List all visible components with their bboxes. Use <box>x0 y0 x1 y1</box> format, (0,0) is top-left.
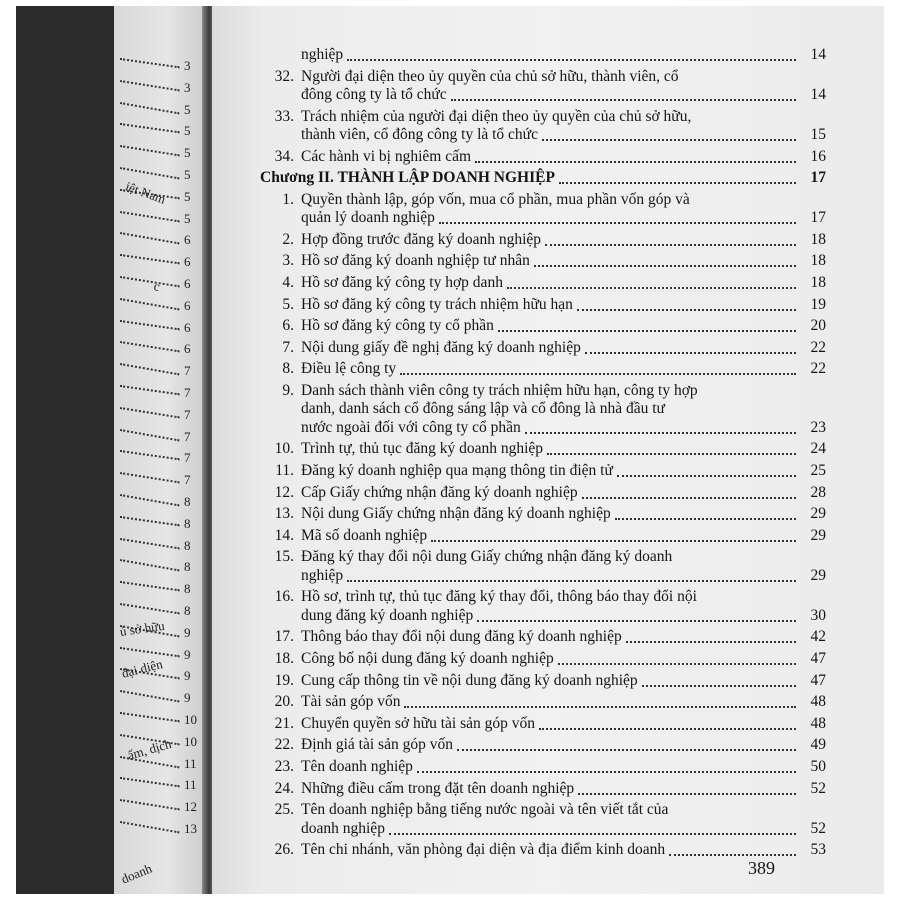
toc-entry-title: Tài sản góp vốn <box>301 693 401 711</box>
toc-page-number: 29 <box>810 505 826 523</box>
toc-entry-number: 32. <box>274 67 294 85</box>
toc-entry[interactable] <box>212 231 884 249</box>
toc-page-number: 47 <box>810 650 826 667</box>
page-number: 389 <box>748 858 775 878</box>
right-page <box>212 6 884 894</box>
toc-entry-title: Mã số doanh nghiệp <box>301 526 428 544</box>
left-page-leader <box>120 647 180 659</box>
toc-entry-title: Tên doanh nghiệp bằng tiếng nước ngoài và tên viết tắt của <box>301 801 669 819</box>
left-page-number: 6 <box>184 297 191 313</box>
left-page-number: 11 <box>184 777 197 793</box>
toc-leader-dots <box>585 350 796 354</box>
toc-entry-number: 1. <box>282 190 294 208</box>
toc-leader-dots <box>578 791 796 795</box>
left-page-leader <box>120 538 180 551</box>
left-page-leader <box>120 690 180 704</box>
toc-entry-number: 2. <box>282 230 294 248</box>
toc-entry[interactable] <box>212 252 884 270</box>
toc-leader-dots <box>534 263 796 267</box>
left-page-leader <box>120 320 180 332</box>
toc-entry[interactable] <box>212 274 884 292</box>
toc-entry-title: Thông báo thay đổi nội dung đăng ký doanh nghiệp <box>301 628 622 646</box>
toc-entry[interactable] <box>212 484 884 502</box>
toc-entry-number: 26. <box>274 841 294 859</box>
toc-entry[interactable] <box>212 548 884 585</box>
toc-entry-title: Hợp đồng trước đăng ký doanh nghiệp <box>301 230 542 248</box>
left-page-number: 6 <box>184 341 191 357</box>
left-page-leader <box>120 516 180 528</box>
toc-entry-title: nghiệp <box>301 566 344 584</box>
toc-entry-title: Tên doanh nghiệp <box>301 758 413 775</box>
toc-entry-number: 7. <box>282 338 294 356</box>
toc-entry-number: 4. <box>282 274 294 291</box>
toc-entry-title: Hồ sơ đăng ký công ty cổ phần <box>301 317 494 335</box>
toc-entry-number: 9. <box>282 382 294 399</box>
toc-entry[interactable] <box>212 801 884 838</box>
toc-leader-dots <box>451 97 796 101</box>
left-page-number: 6 <box>184 232 191 248</box>
toc-leader-dots <box>539 726 796 730</box>
left-page-leader <box>120 232 180 246</box>
toc-leader-dots <box>582 495 796 499</box>
left-page-number: 6 <box>184 276 191 291</box>
left-page-leader <box>120 298 180 312</box>
left-page-number: 8 <box>184 581 191 597</box>
table-of-contents <box>212 6 884 894</box>
toc-entry[interactable] <box>212 588 884 625</box>
left-page-number: 6 <box>184 319 191 335</box>
toc-leader-dots <box>498 328 796 332</box>
toc-page-number: 47 <box>810 671 826 689</box>
left-page-leader <box>120 276 180 289</box>
toc-entry[interactable] <box>212 672 884 690</box>
toc-leader-dots <box>542 137 796 141</box>
toc-entry[interactable] <box>212 758 884 776</box>
toc-leader-dots <box>404 704 796 708</box>
toc-entry-number: 3. <box>282 252 294 270</box>
toc-entry-title: Quyền thành lập, góp vốn, mua cổ phần, mua phần vốn góp và <box>301 190 690 208</box>
left-page-text: ấm, dịch <box>125 735 173 763</box>
toc-entry-number: 5. <box>282 295 294 313</box>
toc-entry-title: Nội dung giấy đề nghị đăng ký doanh nghiệp <box>301 338 581 356</box>
toc-entry-title: Cấp Giấy chứng nhận đăng ký doanh nghiệp <box>301 483 578 501</box>
toc-entry-number: 22. <box>274 736 294 754</box>
toc-chapter-heading[interactable] <box>212 169 884 187</box>
toc-entry[interactable] <box>212 382 884 437</box>
toc-page-number: 17 <box>810 169 826 187</box>
toc-entry[interactable] <box>212 693 884 711</box>
left-page-leader <box>120 494 180 508</box>
toc-entry-number: 10. <box>274 440 294 458</box>
toc-leader-dots <box>389 831 796 835</box>
toc-page-number: 18 <box>810 230 826 248</box>
toc-page-number: 14 <box>810 85 826 103</box>
toc-entry-title: Đăng ký thay đổi nội dung Giấy chứng nhận đăng ký doanh <box>301 548 673 566</box>
toc-entry[interactable] <box>212 780 884 798</box>
toc-page-number: 42 <box>810 628 826 646</box>
left-page-leader <box>120 450 180 462</box>
toc-leader-dots <box>545 242 796 246</box>
left-page-text: đại diện <box>120 656 164 681</box>
toc-entry[interactable] <box>212 462 884 480</box>
toc-entry-title: đông công ty là tổ chức <box>301 85 447 103</box>
toc-page-number: 19 <box>810 295 826 313</box>
toc-page-number: 52 <box>810 819 826 837</box>
toc-page-number: 22 <box>810 338 826 356</box>
left-page-number: 7 <box>184 428 191 444</box>
toc-entry[interactable] <box>212 339 884 357</box>
toc-entry-number: 33. <box>274 107 294 125</box>
left-page-number: 9 <box>184 690 191 706</box>
toc-entry[interactable] <box>212 46 884 64</box>
toc-entry-title: nghiệp <box>301 46 344 63</box>
left-page-leader <box>120 102 180 116</box>
toc-leader-dots <box>347 578 796 582</box>
left-page-text: iệt Nam <box>123 178 168 207</box>
toc-page-number: 49 <box>810 736 826 754</box>
left-page <box>114 6 202 894</box>
toc-entry-number: 17. <box>274 628 294 646</box>
toc-entry-number: 15. <box>274 548 294 566</box>
toc-entry-number: 6. <box>282 317 294 335</box>
toc-entry-number: 34. <box>274 147 294 165</box>
toc-entry[interactable] <box>212 527 884 545</box>
toc-entry-title: nước ngoài đối với công ty cổ phần <box>301 418 521 436</box>
toc-entry-number: 12. <box>274 483 294 501</box>
toc-entry-title: Trình tự, thủ tục đăng ký doanh nghiệp <box>301 440 544 458</box>
toc-entry-title: danh, danh sách cổ đông sáng lập và cổ đông là nhà đầu tư <box>301 400 665 418</box>
left-page-number: 5 <box>184 123 191 139</box>
toc-page-number: 22 <box>810 360 826 378</box>
toc-entry-title: Những điều cấm trong đặt tên doanh nghiệp <box>301 779 575 797</box>
toc-entry[interactable] <box>212 628 884 646</box>
toc-page-number: 29 <box>810 566 826 584</box>
toc-entry-number: 23. <box>274 758 294 775</box>
left-page-number: 11 <box>184 755 197 771</box>
left-page-number: 9 <box>184 668 191 684</box>
toc-page-number: 23 <box>810 418 826 436</box>
toc-entry-number: 14. <box>274 526 294 544</box>
left-page-number: 7 <box>184 363 191 379</box>
toc-entry-number: 21. <box>274 714 294 732</box>
toc-entry-title: Các hành vi bị nghiêm cấm <box>301 147 472 165</box>
toc-entry-title: Trách nhiệm của người đại diện theo ủy quyền của chủ sở hữu, <box>301 107 692 125</box>
toc-entry[interactable] <box>212 440 884 458</box>
left-page-leader <box>120 58 180 70</box>
toc-entry[interactable] <box>212 736 884 754</box>
left-page-text: doanh <box>119 860 155 887</box>
toc-page-number: 25 <box>810 462 826 479</box>
left-page-leader <box>120 712 180 724</box>
toc-leader-dots <box>615 516 796 520</box>
left-page-number: 9 <box>184 646 191 662</box>
toc-entry[interactable] <box>212 108 884 145</box>
left-page-leader <box>120 472 180 485</box>
toc-entry-number: 25. <box>274 801 294 819</box>
left-page-leader <box>120 145 180 158</box>
toc-entry-title: Tên chi nhánh, văn phòng đại diện và địa điểm kinh doanh <box>301 841 666 859</box>
toc-leader-dots <box>626 639 796 643</box>
toc-entry-title: Người đại diện theo ủy quyền của chủ sở hữu, thành viên, cổ <box>301 67 679 85</box>
left-page-leader <box>120 821 180 835</box>
left-page-number: 12 <box>184 799 197 815</box>
left-page-number: 5 <box>184 145 191 161</box>
toc-entry[interactable] <box>212 148 884 166</box>
toc-entry-number: 24. <box>274 779 294 797</box>
toc-leader-dots <box>559 180 796 184</box>
toc-leader-dots <box>431 538 796 542</box>
toc-page-number: 53 <box>810 841 826 859</box>
left-page-leader <box>120 254 180 266</box>
left-page-number: 7 <box>184 406 191 422</box>
toc-leader-dots <box>477 618 796 622</box>
left-page-leader <box>120 341 180 354</box>
left-page-text: ủ sở hữu <box>118 617 166 639</box>
left-page-number: 8 <box>184 515 191 531</box>
toc-entry[interactable] <box>212 360 884 378</box>
left-page-leader <box>120 799 180 812</box>
toc-page-number: 48 <box>810 714 826 732</box>
toc-leader-dots <box>669 852 796 856</box>
toc-page-number: 30 <box>810 606 826 624</box>
toc-entry-title: Nội dung Giấy chứng nhận đăng ký doanh nghiệp <box>301 505 611 523</box>
toc-entry-title: Đăng ký doanh nghiệp qua mạng thông tin điện tử <box>301 462 613 479</box>
left-page-number: 7 <box>184 450 191 466</box>
toc-entry-title: Chương II. THÀNH LẬP DOANH NGHIỆP <box>260 169 555 187</box>
left-page-number: 8 <box>184 603 191 618</box>
left-page-leader <box>120 581 180 593</box>
toc-entry-title: Hồ sơ đăng ký công ty hợp danh <box>301 274 503 291</box>
left-page-leader <box>120 385 180 397</box>
toc-page-number: 24 <box>810 440 826 458</box>
left-page-leader <box>120 80 180 93</box>
toc-entry-title: Điều lệ công ty <box>301 360 397 378</box>
toc-entry-title: Cung cấp thông tin về nội dung đăng ký doanh nghiệp <box>301 671 638 689</box>
left-page-number: 5 <box>184 101 191 117</box>
toc-entry[interactable] <box>212 505 884 523</box>
toc-page-number: 18 <box>810 252 826 270</box>
toc-entry-title: thành viên, cổ đông công ty là tổ chức <box>301 125 538 143</box>
left-page-number: 8 <box>184 494 191 509</box>
toc-entry-number: 19. <box>274 671 294 689</box>
toc-entry[interactable] <box>212 191 884 228</box>
toc-page-number: 52 <box>810 779 826 797</box>
toc-entry-number: 18. <box>274 650 294 667</box>
toc-page-number: 15 <box>810 125 826 143</box>
left-page-leader <box>120 363 180 377</box>
left-page-leader <box>120 777 180 789</box>
toc-entry-title: doanh nghiệp <box>301 819 385 837</box>
left-page-leader <box>120 429 180 443</box>
left-page-number: 8 <box>184 537 191 553</box>
toc-entry[interactable] <box>212 317 884 335</box>
toc-entry-title: Chuyển quyền sở hữu tài sản góp vốn <box>301 714 536 732</box>
toc-leader-dots <box>417 769 796 773</box>
toc-page-number: 16 <box>810 147 826 165</box>
left-page-number: 7 <box>184 385 191 400</box>
toc-leader-dots <box>525 430 796 434</box>
left-page-number: 6 <box>184 254 191 270</box>
toc-entry-title: Hồ sơ đăng ký doanh nghiệp tư nhân <box>301 252 530 270</box>
toc-leader-dots <box>347 57 796 61</box>
left-page-number: 7 <box>184 472 191 488</box>
left-page-number: 10 <box>184 712 197 727</box>
left-page-number: 13 <box>184 821 197 836</box>
left-page-number: 3 <box>184 79 191 95</box>
left-page-number: 5 <box>184 167 191 182</box>
toc-entry-number: 13. <box>274 505 294 523</box>
toc-entry-title: Định giá tài sản góp vốn <box>301 736 453 754</box>
toc-leader-dots <box>617 473 796 477</box>
left-page-text: c <box>152 278 162 295</box>
toc-page-number: 28 <box>810 483 826 501</box>
toc-page-number: 17 <box>810 209 826 227</box>
toc-entry-title: Hồ sơ đăng ký công ty trách nhiệm hữu hạn <box>301 295 573 313</box>
toc-leader-dots <box>439 220 796 224</box>
toc-page-number: 20 <box>810 317 826 335</box>
left-page-leader <box>120 123 180 135</box>
toc-entry[interactable] <box>212 68 884 105</box>
toc-entry-title: dung đăng ký doanh nghiệp <box>301 606 474 624</box>
book-photo <box>16 6 884 894</box>
left-page-number: 9 <box>184 624 191 640</box>
toc-leader-dots <box>642 683 796 687</box>
left-page-number: 3 <box>184 58 191 73</box>
toc-entry-number: 16. <box>274 588 294 606</box>
toc-page-number: 18 <box>810 274 826 291</box>
toc-page-number: 14 <box>810 46 826 63</box>
left-page-number: 10 <box>184 733 197 749</box>
left-page-number: 5 <box>184 188 191 204</box>
toc-leader-dots <box>558 661 796 665</box>
toc-entry[interactable] <box>212 841 884 859</box>
toc-page-number: 48 <box>810 693 826 711</box>
toc-entry[interactable] <box>212 715 884 733</box>
toc-leader-dots <box>400 371 796 375</box>
toc-leader-dots <box>577 307 796 311</box>
left-page-leader <box>120 559 180 573</box>
toc-entry-title: Công bố nội dung đăng ký doanh nghiệp <box>301 650 554 667</box>
toc-leader-dots <box>457 747 796 751</box>
left-page-number: 8 <box>184 559 191 575</box>
left-page-leader <box>120 603 180 616</box>
toc-leader-dots <box>547 451 796 455</box>
toc-entry-title: Hồ sơ, trình tự, thủ tục đăng ký thay đổi, thông báo thay đổi nội <box>301 588 697 606</box>
toc-entry-title: quản lý doanh nghiệp <box>301 209 435 227</box>
toc-leader-dots <box>507 285 796 289</box>
toc-entry[interactable] <box>212 296 884 314</box>
left-page-leader <box>120 407 180 420</box>
toc-entry[interactable] <box>212 650 884 668</box>
left-page-leader <box>120 211 180 224</box>
toc-page-number: 50 <box>810 758 826 775</box>
toc-page-number: 29 <box>810 526 826 544</box>
left-page-number: 5 <box>184 210 191 226</box>
toc-entry-number: 20. <box>274 693 294 711</box>
toc-leader-dots <box>475 159 796 163</box>
toc-entry-number: 8. <box>282 360 294 378</box>
toc-entry-title: Danh sách thành viên công ty trách nhiệm hữu hạn, công ty hợp <box>301 382 698 399</box>
toc-entry-number: 11. <box>275 462 294 479</box>
